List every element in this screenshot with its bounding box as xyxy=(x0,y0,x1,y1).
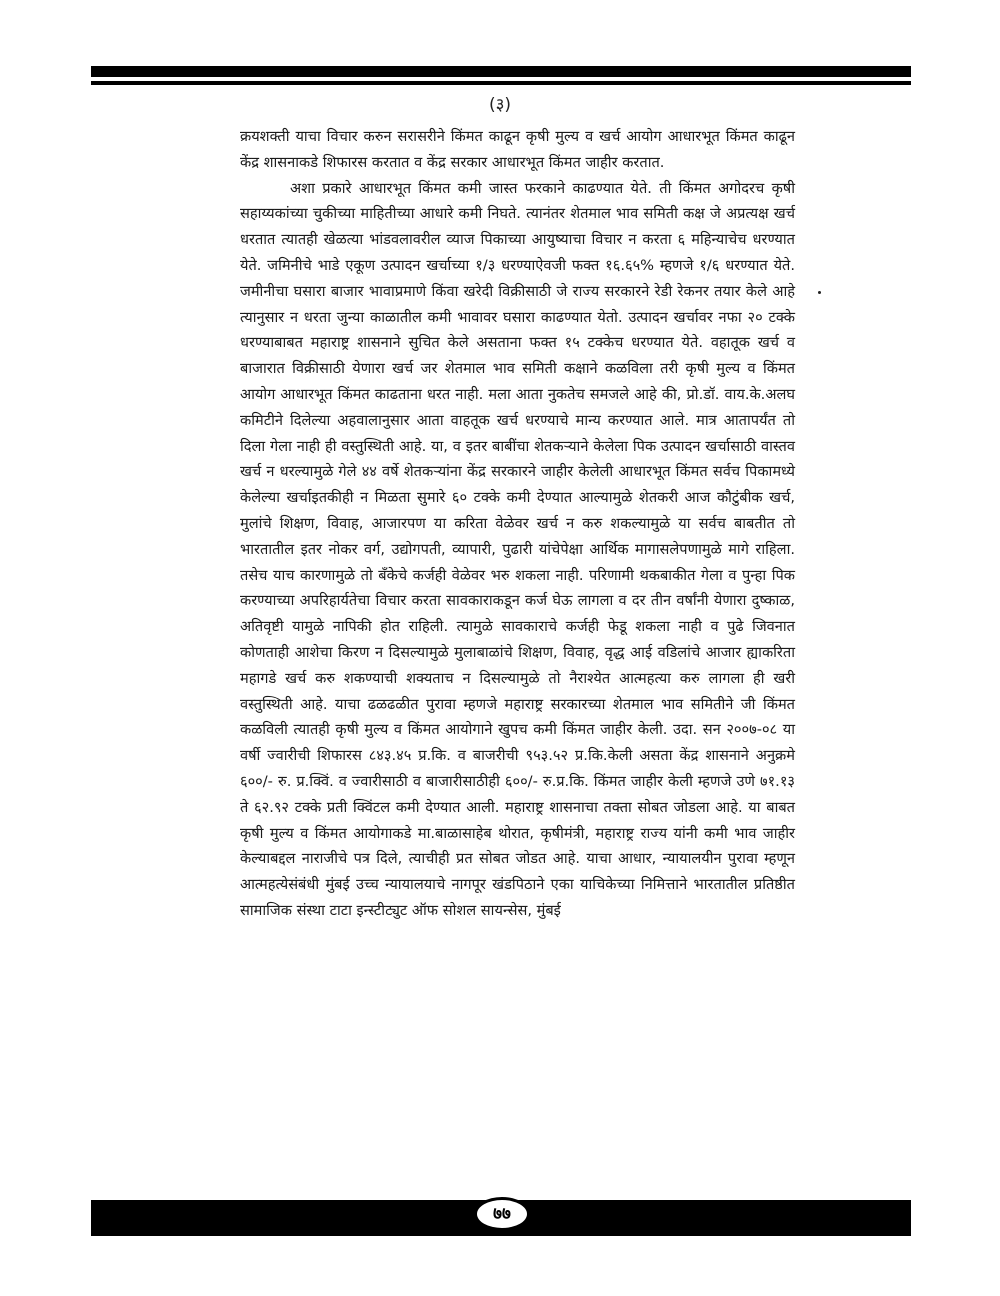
document-body xyxy=(240,124,795,924)
margin-dot-mark xyxy=(818,291,821,294)
header-rule-thick xyxy=(91,66,911,77)
paragraph-1: क्रयशक्ती याचा विचार करुन सरासरीने किंमत काढून कृषी मुल्य व खर्च आयोग आधारभूत किंमत काढून केंद्र शासनाकडे शिफारस करतात व केंद्र सरकार आधारभूत किंमत जाहीर करतात. xyxy=(240,128,795,171)
header-rule-thin xyxy=(91,81,911,85)
page-section-label: (३) xyxy=(488,95,512,115)
paragraph-2: अशा प्रकारे आधारभूत किंमत कमी जास्त फरकाने काढण्यात येते. ती किंमत अगोदरच कृषी सहाय्यकांच्या चुकीच्या माहितीच्या आधारे कमी निघते. त्यानंतर शेतमाल भाव समिती कक्ष जे अप्रत्यक्ष खर्च धरतात त्यातही खेळत्या भांडवलावरील व्याज पिकाच्या आयुष्याचा विचार न करता ६ महिन्याचेच धरण्यात येते. जमिनीचे भाडे एकूण उत्पादन खर्चाच्या १/३ धरण्याऐवजी फक्त १६.६५% म्हणजे १/६ धरण्यात येते. जमीनीचा घसारा बाजार भावाप्रमाणे किंवा खरेदी विक्रीसाठी जे राज्य सरकारने रेडी रेकनर तयार केले आहे त्यानुसार न धरता जुन्या काळातील कमी भावावर घसारा काढण्यात येतो. उत्पादन खर्चावर नफा २० टक्के धरण्याबाबत महाराष्ट्र शासनाने सुचित केले असताना फक्त १५ टक्केच धरण्यात येते. वहातूक खर्च व बाजारात विक्रीसाठी येणारा खर्च जर शेतमाल भाव समिती कक्षाने कळविला तरी कृषी मुल्य व किंमत आयोग आधारभूत किंमत काढताना धरत नाही. मला आता नुकतेच समजले आहे की, प्रो.डॉ. वाय.के.अलघ कमिटीने दिलेल्या अहवालानुसार आता वाहतूक खर्च धरण्याचे मान्य करण्यात आले. मात्र आतापर्यंत तो दिला गेला नाही ही वस्तुस्थिती आहे. या, व इतर बाबींचा शेतकऱ्याने केलेला पिक उत्पादन खर्चासाठी वास्तव खर्च न धरल्यामुळे गेले ४४ वर्षे शेतकऱ्यांना केंद्र सरकारने जाहीर केलेली आधारभूत किंमत सर्वच पिकामध्ये केलेल्या खर्चाइतकीही न मिळता सुमारे ६० टक्के कमी देण्यात आल्यामुळे शेतकरी आज कौटुंबीक खर्च, मुलांचे शिक्षण, विवाह, आजारपण या करिता वेळेवर खर्च न करु शकल्यामुळे या सर्वच बाबतीत तो भारतातील इतर नोकर वर्ग, उद्योगपती, व्यापारी, पुढारी यांचेपेक्षा आर्थिक मागासलेपणामुळे मागे राहिला. तसेच याच कारणामुळे तो बँकेचे कर्जही वेळेवर भरु शकला नाही. परिणामी थकबाकीत गेला व पुन्हा पिक करण्याच्या अपरिहार्यतेचा विचार करता सावकाराकडून कर्ज घेऊ लागला व दर तीन वर्षांनी येणारा दुष्काळ, अतिवृष्टी यामुळे नापिकी होत राहिली. त्यामुळे सावकाराचे कर्जही फेडू शकला नाही व पुढे जिवनात कोणताही आशेचा किरण न दिसल्यामुळे मुलाबाळांचे शिक्षण, विवाह, वृद्ध आई वडिलांचे आजार ह्याकरिता महागडे खर्च करु शकण्याची शक्यताच न दिसल्यामुळे तो नैराश्येत आत्महत्या करु लागला ही खरी वस्तुस्थिती आहे. याचा ढळढळीत पुरावा म्हणजे महाराष्ट्र सरकारच्या शेतमाल भाव समितीने जी किंमत कळविली त्यातही कृषी मुल्य व किंमत आयोगाने खुपच कमी किंमत जाहीर केली. उदा. सन २००७-०८ या वर्षी ज्वारीची शिफारस ८४३.४५ प्र.कि. व बाजरीची ९५३.५२ प्र.कि.केली असता केंद्र शासनाने अनुक्रमे ६००/- रु. प्र.क्विं. व ज्वारीसाठी व बाजारीसाठीही ६००/- रु.प्र.कि. किंमत जाहीर केली म्हणजे उणे ७१.१३ ते ६२.९२ टक्के प्रती क्विंटल कमी देण्यात आली. महाराष्ट्र शासनाचा तक्ता सोबत जोडला आहे. या बाबत कृषी मुल्य व किंमत आयोगाकडे मा.बाळासाहेब थोरात, कृषीमंत्री, महाराष्ट्र राज्य यांनी कमी भाव जाहीर केल्याबद्दल नाराजीचे पत्र दिले, त्याचीही प्रत सोबत जोडत आहे. याचा आधार, न्यायालयीन पुरावा म्हणून आत्महत्येसंबंधी मुंबई उच्च न्यायालयाचे नागपूर खंडपिठाने एका याचिकेच्या निमित्ताने भारतातील प्रतिष्ठीत सामाजिक संस्था टाटा इन्स्टीट्युट ऑफ सोशल सायन्सेस, मुंबई xyxy=(240,179,795,919)
page-number-badge: ७७ xyxy=(474,1197,530,1231)
